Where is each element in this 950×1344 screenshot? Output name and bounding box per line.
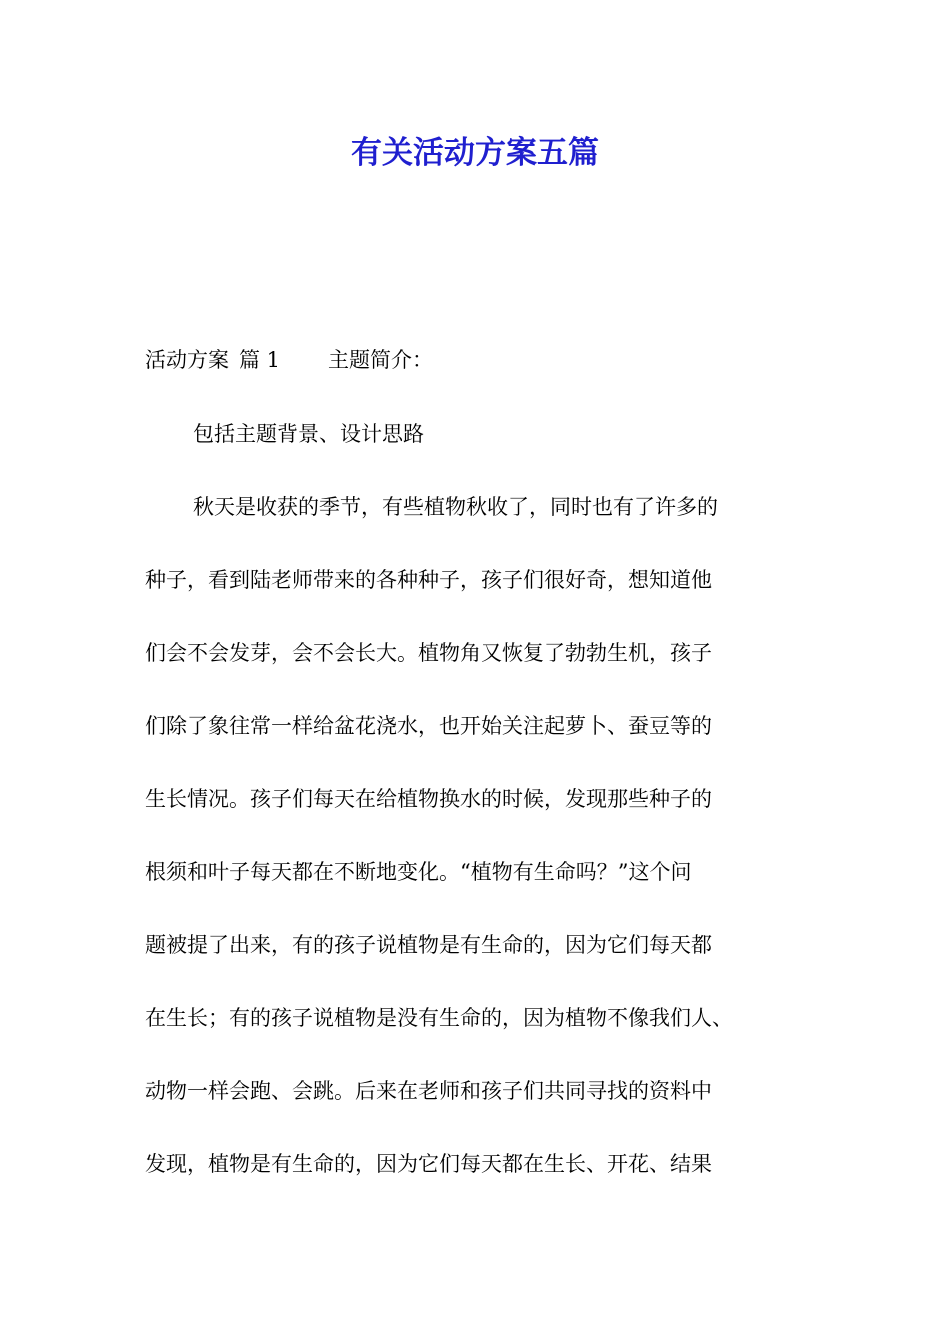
section-label: 活动方案: [145, 348, 229, 372]
body-line: 根须和叶子每天都在不断地变化。“植物有生命吗？”这个问: [145, 860, 692, 884]
section-heading: [145, 342, 433, 378]
body-line: 生长情况。孩子们每天在给植物换水的时候，发现那些种子的: [145, 787, 712, 811]
subheading: 包括主题背景、设计思路: [193, 422, 424, 446]
body-line: 题被提了出来，有的孩子说植物是有生命的，因为它们每天都: [145, 933, 712, 957]
body-line: 种子，看到陆老师带来的各种种子，孩子们很好奇，想知道他: [145, 568, 712, 592]
section-number: 篇 1: [239, 348, 281, 372]
body-line: 动物一样会跑、会跳。后来在老师和孩子们共同寻找的资料中: [145, 1079, 712, 1103]
document-title: 有关活动方案五篇: [351, 135, 599, 171]
body-line: 发现，植物是有生命的，因为它们每天都在生长、开花、结果: [145, 1152, 712, 1176]
body-line: 秋天是收获的季节，有些植物秋收了，同时也有了许多的: [193, 495, 718, 519]
body-line: 们会不会发芽，会不会长大。植物角又恢复了勃勃生机，孩子: [145, 641, 712, 665]
body-line: 在生长；有的孩子说植物是没有生命的，因为植物不像我们人、: [145, 1006, 733, 1030]
body-paragraph: [145, 489, 835, 1219]
section-topic: 主题简介：: [328, 348, 434, 372]
body-line: 们除了象往常一样给盆花浇水，也开始关注起萝卜、蚕豆等的: [145, 714, 712, 738]
